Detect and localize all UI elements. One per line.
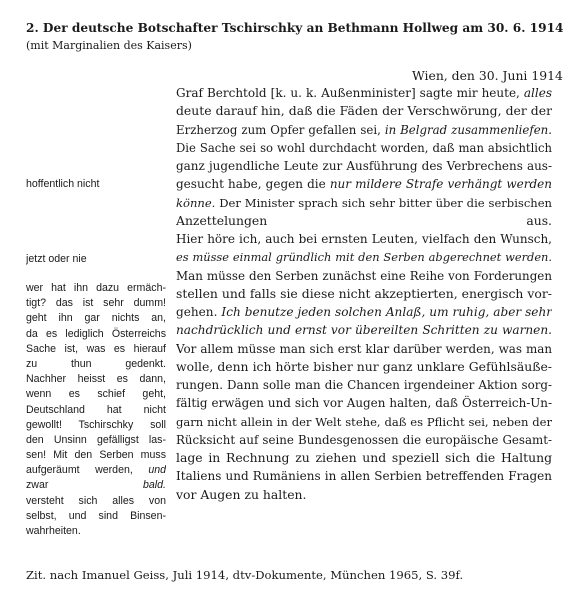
margin-line: sen! Mit den Serben muss (26, 449, 166, 462)
margin-line: Deutschland hat nicht (26, 403, 166, 416)
emphasis-text: alles (523, 86, 552, 100)
body-line: stellen und falls sie diese nicht akzeptierten, energisch vor- (176, 285, 552, 301)
margin-line: jetzt oder nie (26, 253, 87, 265)
body-line: wolle, denn ich hörte bisher nur ganz unklare Gefühlsäuße- (176, 358, 552, 374)
margin-line: geht ihn gar nichts an, (26, 312, 166, 325)
margin-line: hoffentlich nicht (26, 178, 100, 190)
margin-line: wenn es schief geht, (26, 388, 166, 401)
margin-line: wer hat ihn dazu ermäch- (26, 282, 166, 294)
body-line: Anzettelungen aus. (176, 212, 552, 228)
margin-line: aufgeräumt werden, und (26, 464, 166, 477)
body-line: könne. Der Minister sprach sich sehr bitter über die serbischen (176, 195, 552, 210)
body-line: Erzherzog zum Opfer gefallen sei, in Belgrad zusammenliefen. (176, 122, 552, 137)
body-line (176, 321, 552, 339)
body-line: gehen. Ich benutze jeden solchen Anlaß, um ruhig, aber sehr (176, 305, 552, 319)
emphasis-text: es müsse einmal gründlich mit den Serben abgerechnet werden. (176, 250, 552, 265)
letter-body (176, 84, 552, 504)
emphasis-text: bald. (143, 479, 166, 492)
body-line: deute darauf hin, daß die Fäden der Verschwörung, der der (176, 103, 552, 119)
margin-line: wahrheiten. (26, 525, 81, 537)
source-citation: Zit. nach Imanuel Geiss, Juli 1914, dtv-Dokumente, München 1965, S. 39f. (26, 568, 464, 582)
marginal-note-2 (26, 252, 166, 267)
margin-line: zwar bald. (26, 479, 166, 492)
emphasis-text: und (148, 464, 166, 477)
body-line: lage in Rechnung zu ziehen und speziell sich die Haltung (176, 450, 552, 465)
emphasis-text: nur mildere Strafe verhängt werden (329, 177, 552, 192)
document-title: 2. Der deutsche Botschafter Tschirschky an Bethmann Hollweg am 30. 6. 1914 (26, 21, 564, 35)
margin-line: Sache ist, was es hierauf (26, 342, 166, 355)
body-line: Graf Berchtold [k. u. k. Außenminister] sagte mir heute, alles (176, 86, 552, 100)
body-line: rungen. Dann solle man die Chancen irgendeiner Aktion sorg- (176, 378, 552, 392)
document-subtitle: (mit Marginalien des Kaisers) (26, 39, 192, 52)
body-line (176, 248, 552, 266)
body-line: fältig erwägen und sich vor Augen halten, daß Österreich-Un- (176, 396, 552, 411)
emphasis-text: könne. (176, 195, 216, 210)
body-line: Die Sache sei so wohl durchdacht worden, daß man absichtlich (176, 140, 552, 155)
body-line: Italiens und Rumäniens in allen Serbien betreffenden Fragen (176, 469, 552, 484)
emphasis-text: Ich benutze jeden solchen Anlaß, um ruhig, aber sehr (221, 305, 552, 319)
marginal-note-3 (26, 281, 166, 539)
margin-line: da es lediglich Österreichs (26, 327, 166, 340)
body-line: Man müsse den Serben zunächst eine Reihe von Forderungen (176, 268, 552, 283)
body-line: gesucht habe, gegen die nur mildere Strafe verhängt werden (176, 177, 552, 192)
margin-line: den Unsinn gefälligst las- (26, 433, 166, 446)
body-line: Vor allem müsse man sich erst klar darüber werden, was man (176, 341, 552, 356)
margin-line: Nachher heisst es dann, (26, 373, 166, 386)
margin-line: zu thun gedenkt. (26, 357, 166, 370)
body-line: vor Augen zu halten. (176, 486, 307, 502)
emphasis-text: in Belgrad zusammenliefen. (384, 122, 552, 137)
margin-line: tigt? das ist sehr dumm! (26, 297, 166, 310)
emphasis-text: nachdrücklich und ernst vor übereilten Schritten zu warnen. (176, 323, 552, 338)
body-line: Hier höre ich, auch bei ernsten Leuten, vielfach den Wunsch, (176, 232, 552, 246)
letter-dateline: Wien, den 30. Juni 1914 (412, 68, 563, 83)
body-line: garn nicht allein in der Welt stehe, daß es Pflicht sei, neben der (176, 414, 552, 429)
margin-line: gewollt! Tschirschky soll (26, 418, 166, 431)
margin-line: versteht sich alles von (26, 494, 166, 507)
marginal-note-1 (26, 177, 166, 192)
body-line: ganz jugendliche Leute zur Ausführung des Verbrechens aus- (176, 159, 552, 173)
margin-line: selbst, und sind Binsen- (26, 509, 166, 522)
body-line: Rücksicht auf seine Bundesgenossen die europäische Gesamt- (176, 432, 552, 447)
